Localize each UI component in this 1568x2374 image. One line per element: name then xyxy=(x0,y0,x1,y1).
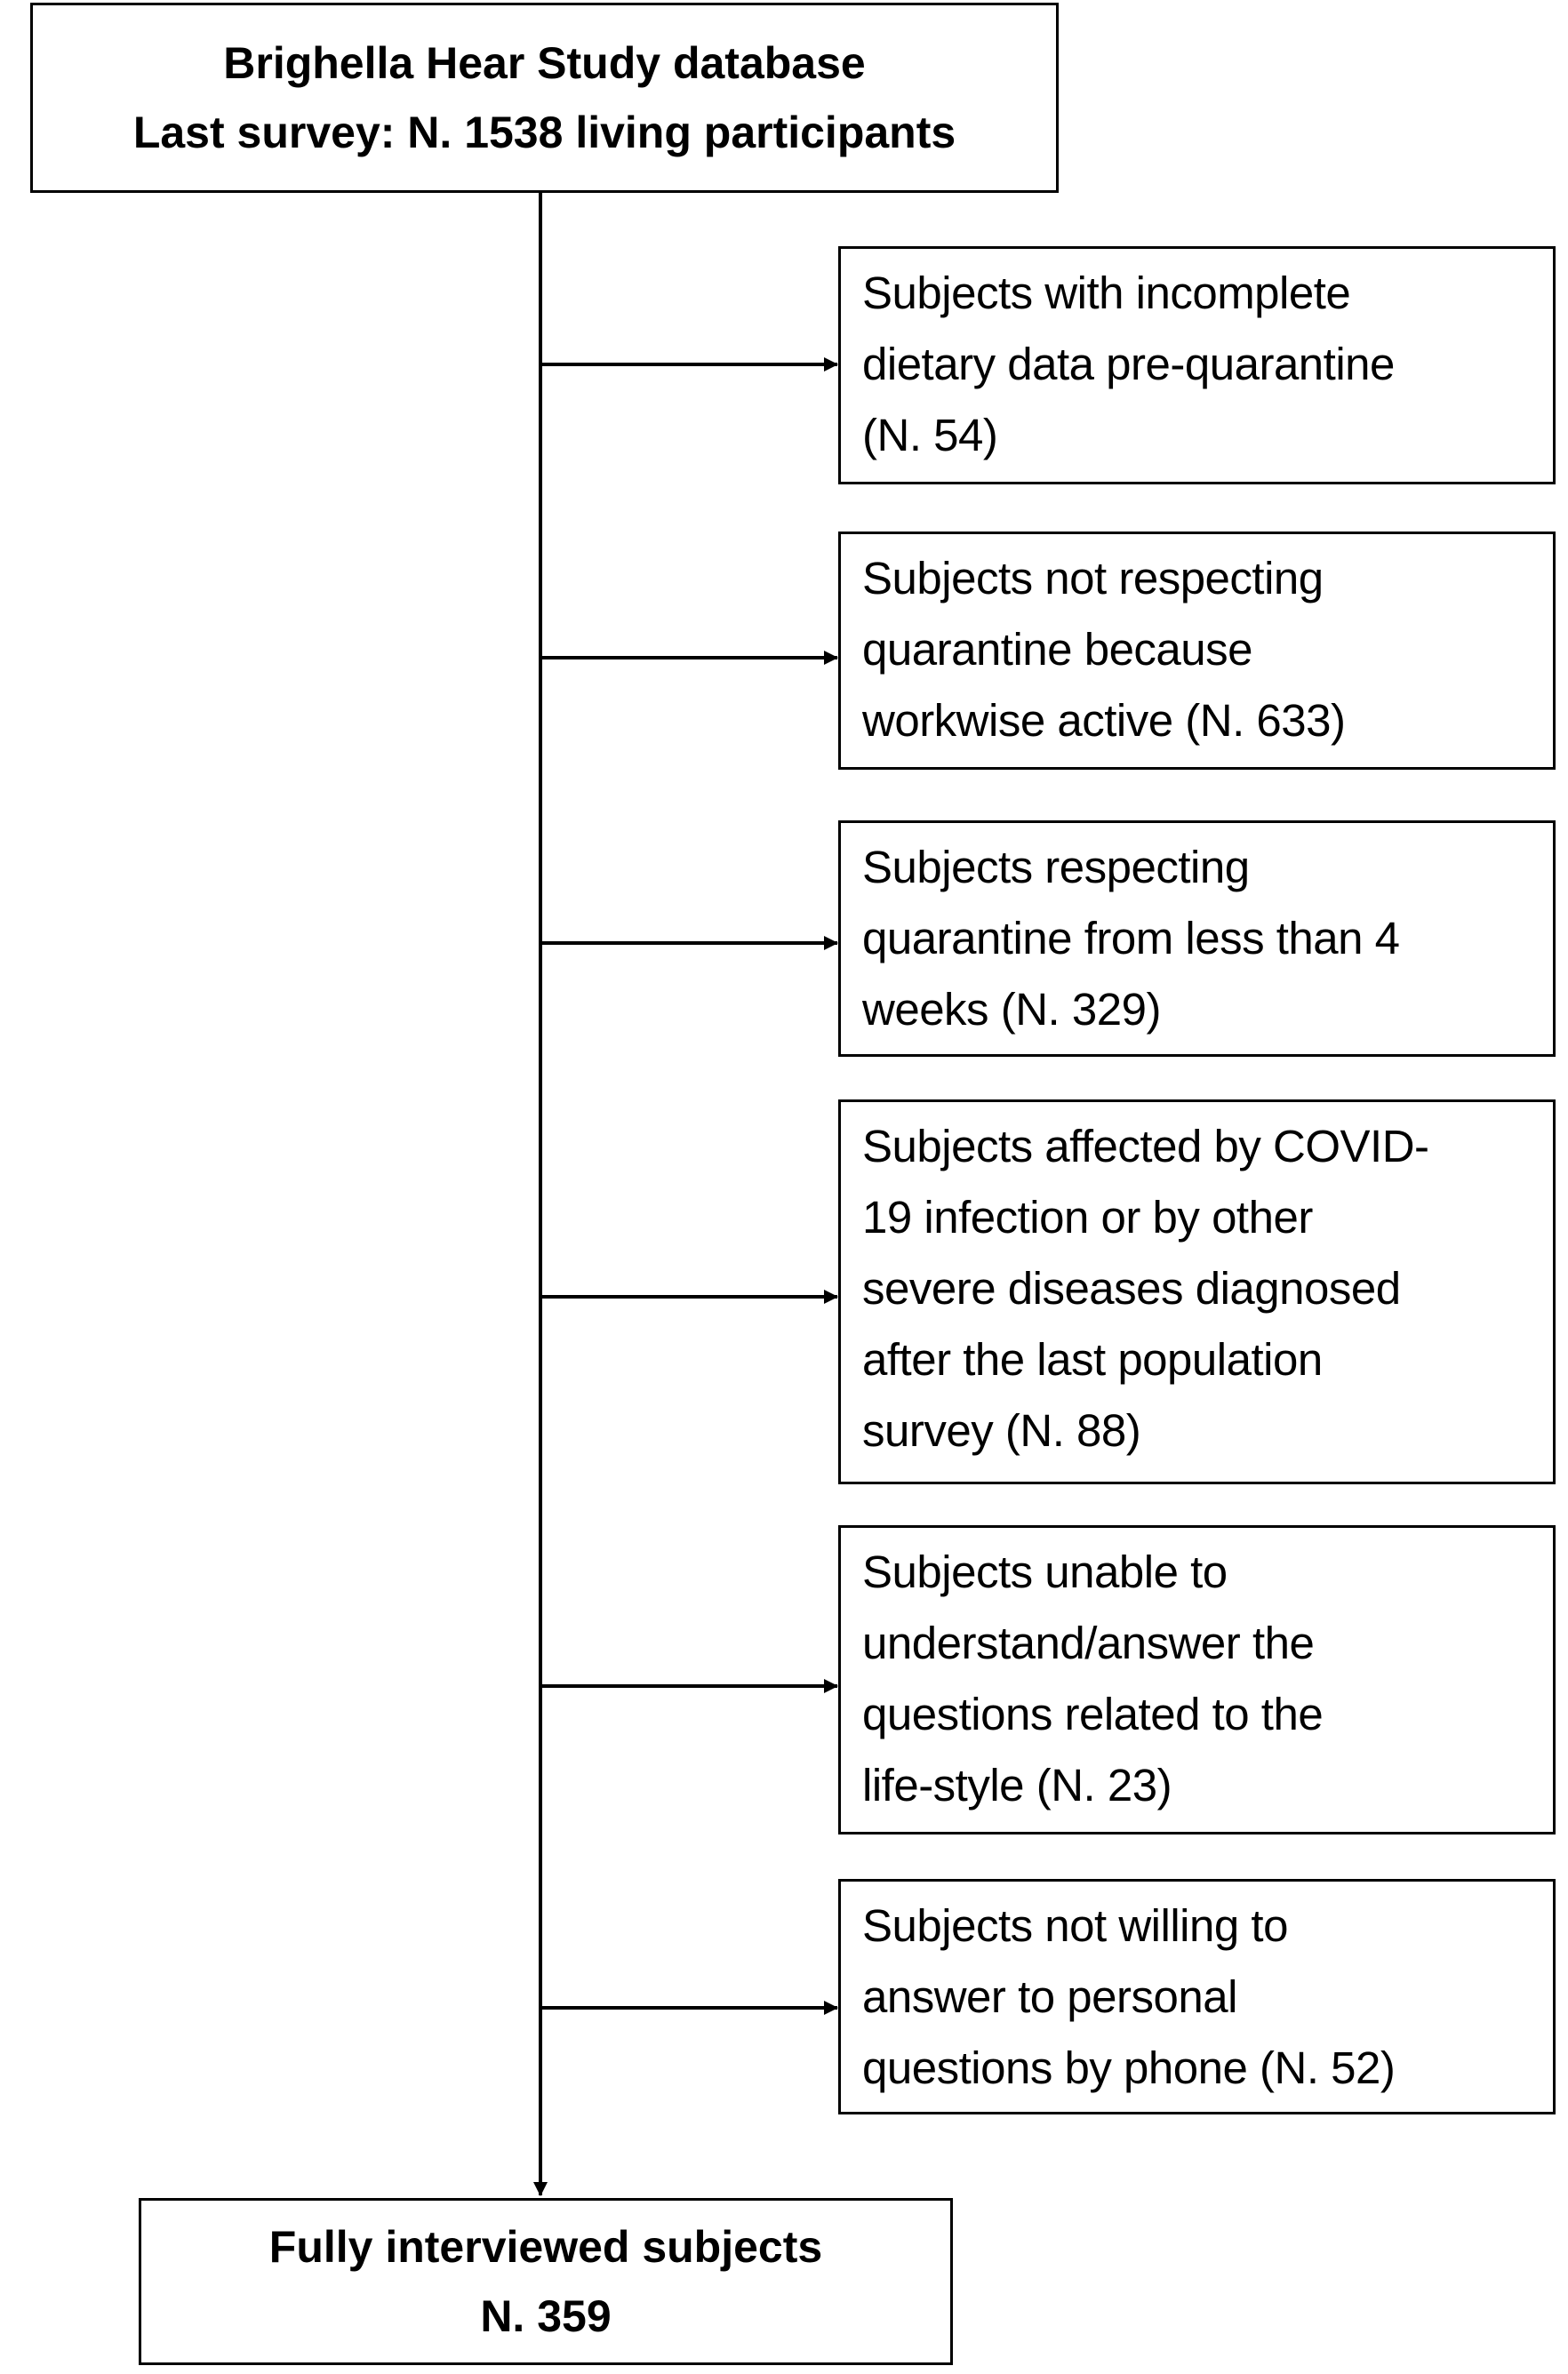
source-title: Brighella Hear Study database xyxy=(223,38,866,88)
exclusion-text-line: Subjects not respecting xyxy=(862,553,1324,603)
exclusion-text-line: understand/answer the xyxy=(862,1618,1315,1668)
exclusion-box xyxy=(838,1879,1556,2114)
exclusion-text-line: after the last population xyxy=(862,1334,1323,1385)
final-title: Fully interviewed subjects xyxy=(268,2222,823,2272)
exclusion-text-line: survey (N. 88) xyxy=(862,1405,1141,1456)
exclusion-text-line: workwise active (N. 633) xyxy=(862,695,1346,746)
exclusion-text-line: Subjects with incomplete xyxy=(862,268,1351,318)
exclusion-text-line: quarantine because xyxy=(862,624,1253,675)
exclusion-box xyxy=(838,1525,1556,1834)
exclusion-text-line: questions related to the xyxy=(862,1689,1324,1739)
exclusion-text-line: quarantine from less than 4 xyxy=(862,913,1400,963)
exclusion-text-line: (N. 54) xyxy=(862,410,998,460)
exclusion-text-line: Subjects affected by COVID- xyxy=(862,1121,1429,1171)
exclusion-box xyxy=(838,1099,1556,1484)
final-sample-box xyxy=(139,2198,953,2365)
exclusion-text-line: Subjects respecting xyxy=(862,842,1250,892)
exclusion-text-line: Subjects unable to xyxy=(862,1547,1228,1597)
exclusion-text-line: questions by phone (N. 52) xyxy=(862,2042,1396,2093)
exclusion-text-line: life-style (N. 23) xyxy=(862,1760,1172,1810)
exclusion-text-line: severe diseases diagnosed xyxy=(862,1263,1401,1314)
source-population-box xyxy=(30,3,1059,193)
exclusion-text-line: answer to personal xyxy=(862,1971,1237,2022)
exclusion-text-line: Subjects not willing to xyxy=(862,1900,1288,1951)
exclusion-text-line: 19 infection or by other xyxy=(862,1192,1313,1243)
exclusion-text-line: dietary data pre-quarantine xyxy=(862,339,1395,389)
source-count: Last survey: N. 1538 living participants xyxy=(132,108,956,157)
exclusion-text-line: weeks (N. 329) xyxy=(862,984,1161,1035)
final-count: N. 359 xyxy=(480,2291,612,2341)
exclusion-box xyxy=(838,532,1556,770)
exclusion-box xyxy=(838,820,1556,1057)
exclusion-box xyxy=(838,246,1556,484)
